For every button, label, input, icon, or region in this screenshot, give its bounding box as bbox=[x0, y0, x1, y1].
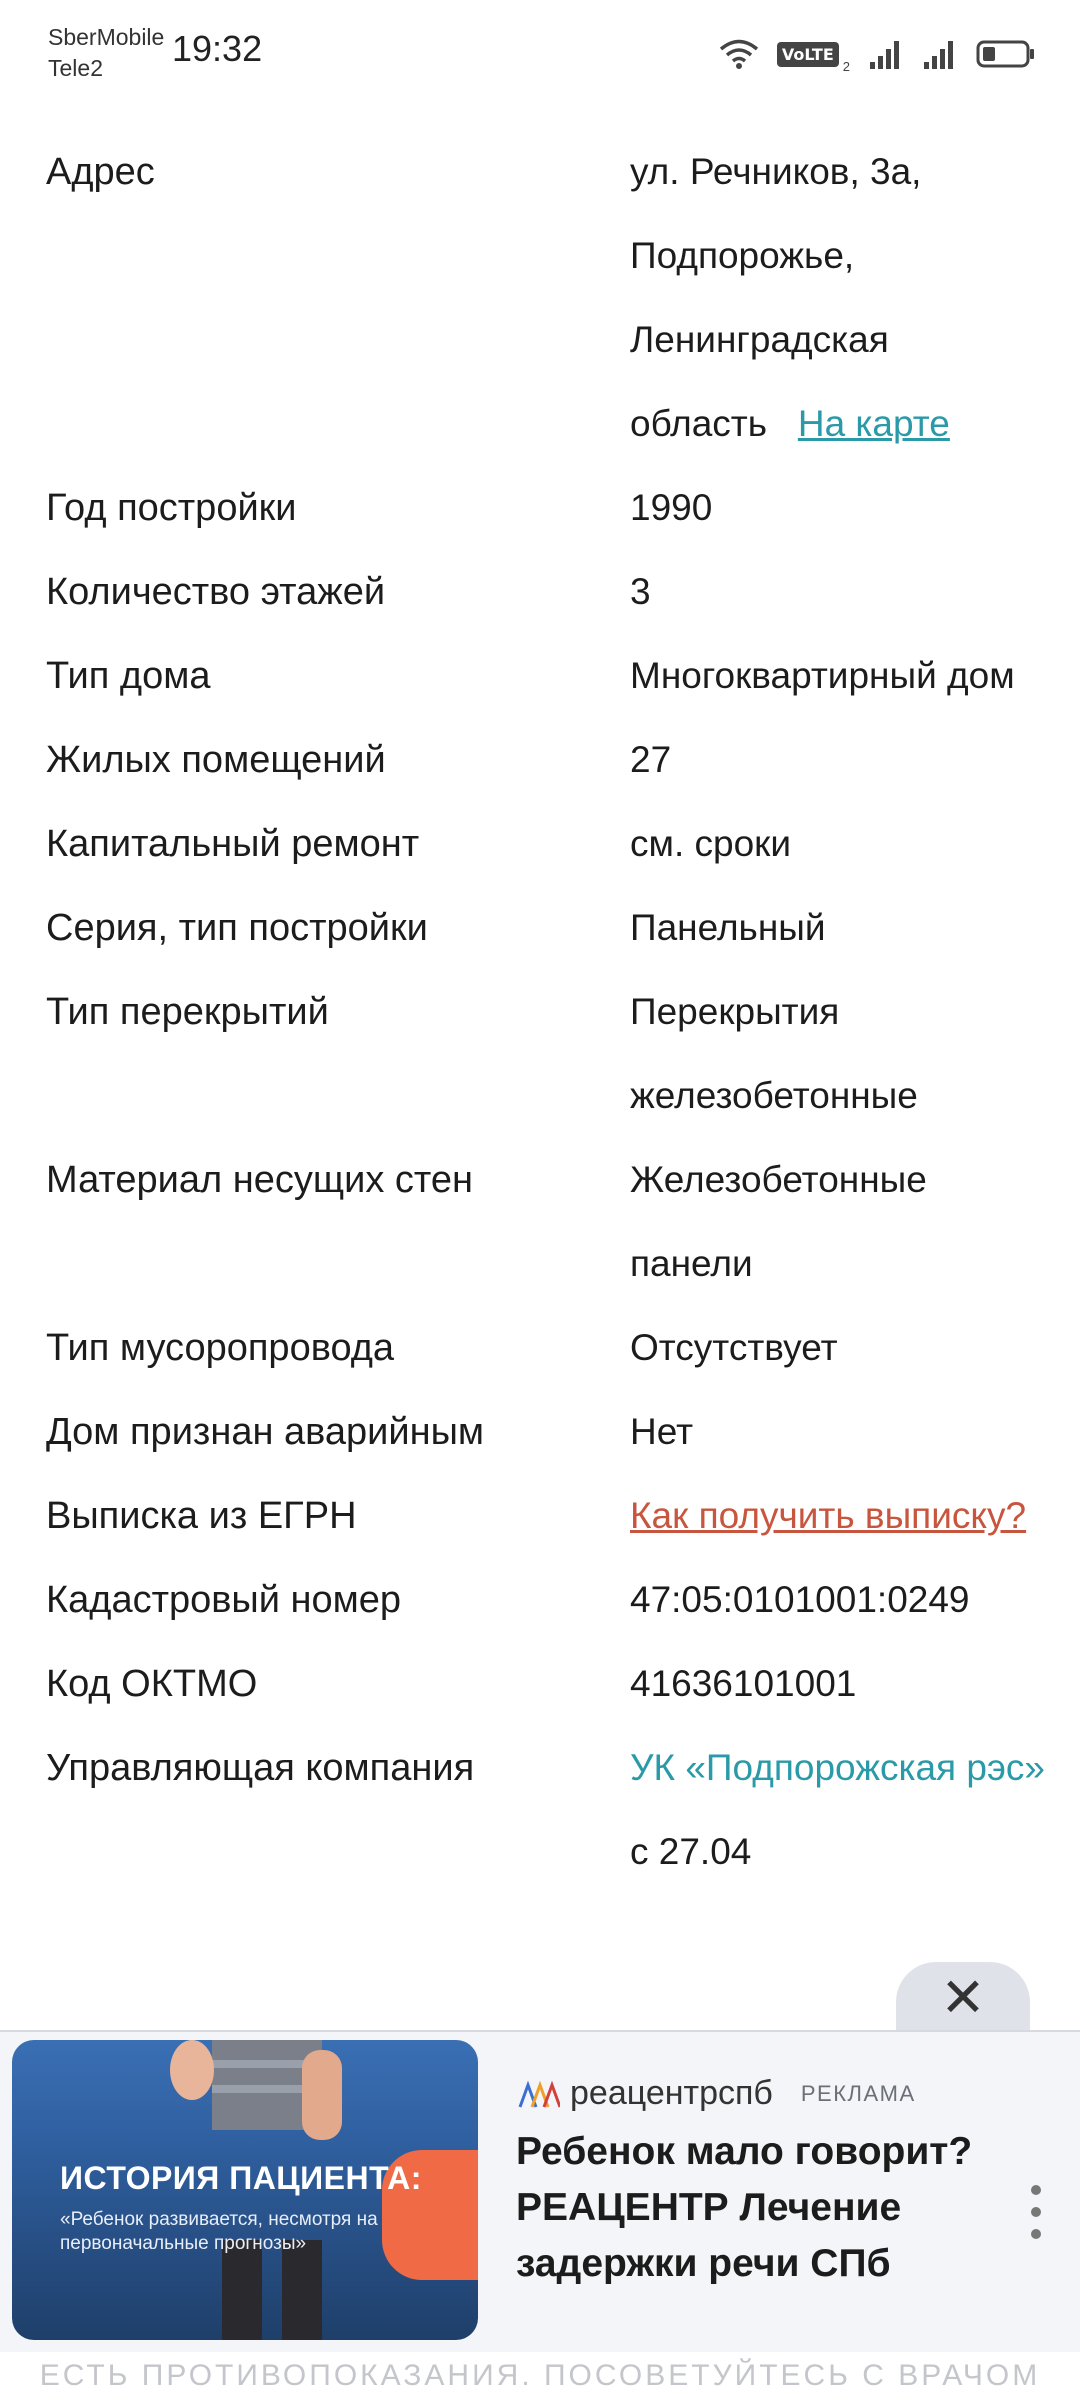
signal-icon bbox=[922, 38, 958, 70]
more-vertical-icon[interactable] bbox=[1030, 2182, 1042, 2242]
property-label: Жилых помещений bbox=[46, 739, 386, 781]
property-row-emergency bbox=[0, 1390, 1080, 1474]
ad-image-headline: ИСТОРИЯ ПАЦИЕНТА: bbox=[60, 2160, 422, 2196]
property-row-egrn bbox=[0, 1474, 1080, 1558]
property-value: Отсутствует bbox=[630, 1327, 838, 1368]
property-label: Управляющая компания bbox=[46, 1747, 475, 1789]
property-value: 41636101001 bbox=[630, 1663, 857, 1704]
ad-image-subtitle: «Ребенок развивается, несмотря на первоначальные прогнозы» bbox=[60, 2209, 378, 2254]
property-label: Капитальный ремонт bbox=[46, 823, 420, 865]
property-label: Год постройки bbox=[46, 487, 297, 529]
management-date: с 27.04 bbox=[630, 1831, 752, 1872]
ad-banner[interactable] bbox=[0, 2030, 1080, 2354]
property-row-capital-repair bbox=[0, 802, 1080, 886]
ad-disclaimer: ЕСТЬ ПРОТИВОПОКАЗАНИЯ. ПОСОВЕТУЙТЕСЬ С ВРАЧОМ bbox=[0, 2352, 1080, 2400]
property-value: Перекрытия железобетонные bbox=[630, 991, 918, 1116]
battery-icon bbox=[976, 38, 1036, 70]
property-label: Код ОКТМО bbox=[46, 1663, 258, 1705]
property-row-cadastral bbox=[0, 1558, 1080, 1642]
carrier-names bbox=[48, 22, 164, 84]
property-value: 27 bbox=[630, 739, 672, 780]
ad-title[interactable]: Ребенок мало говорит? РЕАЦЕНТР Лечение задержки речи СПб bbox=[516, 2130, 973, 2285]
property-value: 1990 bbox=[630, 487, 713, 528]
property-label: Тип дома bbox=[46, 655, 211, 697]
volte-icon: VoLTE bbox=[777, 42, 839, 67]
ad-close-button[interactable] bbox=[896, 1962, 1030, 2032]
close-icon: ✕ bbox=[940, 1967, 986, 2028]
property-label: Дом признан аварийным bbox=[46, 1411, 485, 1453]
signal-icon bbox=[868, 38, 904, 70]
wifi-icon bbox=[719, 38, 759, 70]
ad-brand bbox=[518, 2074, 916, 2113]
property-label: Тип мусоропровода bbox=[46, 1327, 395, 1369]
status-icons bbox=[719, 34, 1036, 74]
property-row-garbage-chute bbox=[0, 1306, 1080, 1390]
property-value: Железобетонные панели bbox=[630, 1159, 927, 1284]
property-value: Многоквартирный дом bbox=[630, 655, 1015, 696]
carrier-1: SberMobile bbox=[48, 24, 165, 50]
property-label: Выписка из ЕГРН bbox=[46, 1495, 357, 1537]
property-row-wall-material bbox=[0, 1138, 1080, 1306]
ad-label: РЕКЛАМА bbox=[800, 2080, 916, 2106]
brand-logo-icon bbox=[518, 2077, 560, 2111]
on-map-link[interactable]: На карте bbox=[797, 403, 950, 444]
property-label: Количество этажей bbox=[46, 571, 386, 613]
property-label: Тип перекрытий bbox=[46, 991, 329, 1033]
property-label: Серия, тип постройки bbox=[46, 907, 428, 949]
volte-sim-number: 2 bbox=[842, 59, 850, 74]
property-row-address bbox=[0, 130, 1080, 466]
property-value bbox=[630, 130, 1050, 466]
property-row-floor-slabs bbox=[0, 970, 1080, 1138]
capital-repair-terms-link[interactable]: см. сроки bbox=[630, 823, 792, 864]
property-label: Адрес bbox=[46, 151, 155, 193]
egrn-extract-link[interactable]: Как получить выписку? bbox=[630, 1495, 1027, 1536]
property-value: 47:05:0101001:0249 bbox=[630, 1579, 970, 1620]
address-text: ул. Речников, 3а, Подпорожье, Ленинградская область bbox=[630, 151, 922, 444]
property-row-house-type bbox=[0, 634, 1080, 718]
property-value: 3 bbox=[630, 571, 651, 612]
property-value bbox=[630, 1726, 1050, 1894]
property-row-living-units bbox=[0, 718, 1080, 802]
property-row-build-year bbox=[0, 466, 1080, 550]
property-value: Панельный bbox=[630, 907, 826, 948]
property-label: Кадастровый номер bbox=[46, 1579, 402, 1621]
property-row-oktmo bbox=[0, 1642, 1080, 1726]
property-value bbox=[630, 1474, 1050, 1558]
clock: 19:32 bbox=[172, 28, 263, 69]
ad-brand-name: реацентрспб bbox=[570, 2074, 773, 2112]
property-label: Материал несущих стен bbox=[46, 1159, 473, 1201]
property-value: Нет bbox=[630, 1411, 694, 1452]
property-row-series bbox=[0, 886, 1080, 970]
property-row-floors bbox=[0, 550, 1080, 634]
management-company-link[interactable]: УК «Подпорожская рэс» bbox=[630, 1747, 1045, 1788]
status-bar bbox=[0, 0, 1080, 110]
house-properties-table bbox=[0, 130, 1080, 1894]
carrier-2: Tele2 bbox=[48, 55, 103, 81]
property-row-management bbox=[0, 1726, 1080, 1894]
ad-image[interactable] bbox=[12, 2040, 478, 2340]
